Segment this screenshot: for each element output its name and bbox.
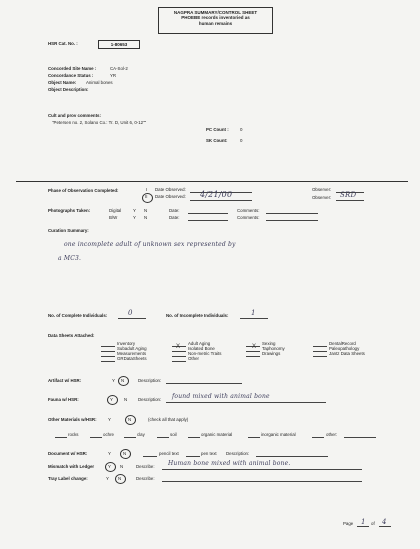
section-divider [16, 181, 408, 182]
ds-adult-aging: Adult Aging [188, 341, 211, 346]
om-ochre: ochre [103, 432, 114, 437]
ds-taphonomy-check: X [252, 344, 257, 350]
fauna-yes: Y [110, 397, 113, 402]
concorded-site-label: Concorded Site Name : [48, 66, 97, 71]
digital-date-label: Date: [169, 208, 180, 213]
ds-jantz-line [313, 356, 327, 357]
hsr-cat-label: HSR Cat. No. : [48, 41, 78, 46]
fauna-description-value: found mixed with animal bone [172, 393, 270, 400]
document-description-label: Description: [226, 451, 250, 456]
ds-subadult-aging: Subadult Aging [117, 346, 147, 351]
fauna-label: Fauna w/ HSR: [48, 397, 79, 402]
ds-measurements-line [101, 356, 115, 357]
cult-prov-label: Cult and prov comments: [48, 113, 101, 118]
incomplete-individuals-label: No. of Incomplete Individuals: [166, 313, 229, 318]
page-total-line [379, 526, 391, 527]
document-pencil-text: pencil text [159, 451, 179, 456]
ds-inventory-line [101, 346, 115, 347]
om-organic-line [188, 437, 200, 438]
artifact-description-label: Description: [138, 378, 162, 383]
ds-drawings: Drawings [262, 351, 281, 356]
artifact-description-line [166, 383, 242, 384]
om-other: other: [326, 432, 338, 437]
om-rocks-line [55, 437, 67, 438]
om-clay-line [124, 437, 136, 438]
object-description-label: Object Description: [48, 87, 89, 92]
observer-2-value: SRD [340, 191, 357, 199]
mismatch-yes: Y [108, 464, 111, 469]
om-organic: organic material [201, 432, 233, 437]
digital-comments-line [266, 213, 318, 214]
digital-comments-label: Comments: [237, 208, 260, 213]
mismatch-describe-line [162, 469, 362, 470]
other-materials-no: N [128, 417, 132, 422]
artifact-no: N [121, 378, 125, 383]
ds-paleopathology: Paleopathology [329, 346, 360, 351]
digital-date-line [188, 213, 228, 214]
document-no: N [123, 451, 127, 456]
incomplete-individuals-value: 1 [251, 309, 256, 317]
ds-measurements: Measurements [117, 351, 147, 356]
datasheets-label: Data Sheets Attached: [48, 333, 95, 338]
date-observed-2-label: Date Observed: [155, 194, 186, 199]
om-inorganic-line [248, 437, 260, 438]
page-number-line [357, 526, 369, 527]
sk-count-label: SK Count: [206, 138, 228, 143]
other-materials-label: Other Materials w/HSR: [48, 417, 97, 422]
pc-count-value: 0 [240, 127, 243, 132]
photographs-label: Photographs Taken: [48, 208, 91, 213]
document-pen-line [186, 456, 200, 457]
mismatch-describe-label: Describe: [136, 464, 155, 469]
page-label: Page [343, 521, 354, 526]
date-observed-1-label: Date Observed: [155, 187, 186, 192]
phase-2-circle [142, 193, 153, 203]
bw-yes: Y [133, 215, 136, 220]
om-soil-line [157, 437, 169, 438]
ds-taphonomy-line [246, 351, 260, 352]
curation-line-2: a MC3. [58, 255, 82, 262]
ds-isolated-bone: Isolated Bone [188, 346, 215, 351]
mismatch-no: N [120, 464, 124, 469]
digital-label: Digital [109, 208, 122, 213]
ds-taphonomy: Taphonomy [262, 346, 285, 351]
ds-inventory: Inventory [117, 341, 136, 346]
ds-other: Other [188, 356, 199, 361]
document-yes: Y [108, 451, 111, 456]
date-observed-2-value: 4/21/00 [200, 190, 233, 199]
fauna-description-line [166, 402, 326, 403]
om-ochre-line [90, 437, 102, 438]
observer-2-label: Observer: [312, 195, 332, 200]
complete-individuals-value: 0 [128, 309, 133, 317]
ds-dental-line [313, 346, 327, 347]
page-number: 1 [361, 518, 366, 526]
phase-label: Phase of Observation Completed: [48, 188, 119, 193]
curation-label: Curation Summary: [48, 228, 89, 233]
fauna-no: N [124, 397, 128, 402]
om-other-value-line [344, 437, 376, 438]
page-total: 4 [382, 518, 387, 526]
om-other-line [312, 437, 324, 438]
ds-grdatasheets-line [101, 361, 115, 362]
concordance-status-value: YR [110, 73, 117, 78]
om-clay: clay [137, 432, 145, 437]
title-line-1: NAGPRA SUMMARY/CONTROL SHEET [173, 10, 258, 15]
cult-prov-value: "Petersen no. 2, Solano Co.: Tr. D, Unit 6, 0-12"" [52, 120, 147, 125]
digital-no: N [144, 208, 148, 213]
bw-date-line [188, 220, 228, 221]
mismatch-describe-value: Human bone mixed with animal bone. [168, 460, 291, 467]
ds-isolated-bone-line [172, 351, 186, 352]
date-observed-2-line [190, 200, 252, 201]
bw-comments-label: Comments: [237, 215, 260, 220]
document-pencil-line [143, 456, 157, 457]
tray-label: Tray Label change: [48, 476, 88, 481]
sk-count-value: 0 [240, 138, 243, 143]
om-inorganic: inorganic material [261, 432, 296, 437]
ds-other-line [172, 361, 186, 362]
other-materials-check-all: (check all that apply) [148, 417, 189, 422]
concordance-status-label: Concordance Status : [48, 73, 94, 78]
artifact-yes: Y [112, 378, 115, 383]
document-description-line [256, 456, 328, 457]
om-rocks: rocks [68, 432, 79, 437]
ds-grdatasheets: GRDataSheets [117, 356, 147, 361]
ds-sexing: Sexing [262, 341, 276, 346]
ds-paleopathology-line [313, 351, 327, 352]
ds-nonmetric-line [172, 356, 186, 357]
observer-2-line [336, 200, 364, 201]
pc-count-label: PC Count : [206, 127, 229, 132]
hsr-cat-value: 1-80653 [98, 40, 140, 49]
incomplete-individuals-line [240, 318, 268, 319]
other-materials-yes: Y [108, 417, 111, 422]
ds-nonmetric-traits: Non-metric Traits [188, 351, 222, 356]
object-name-label: Object Name: [48, 80, 77, 85]
ds-isolated-bone-check: X [176, 344, 181, 350]
bw-comments-line [266, 220, 318, 221]
phase-2: II [145, 194, 148, 199]
ds-drawings-line [246, 356, 260, 357]
ds-jantz: Jantz Data Sheets [329, 351, 365, 356]
fauna-description-label: Description: [138, 397, 162, 402]
title-line-3: human remains [198, 20, 233, 26]
digital-yes: Y [133, 208, 136, 213]
of-label: of [371, 521, 375, 526]
title-line-2: PHOEBE records inventoried as [181, 15, 250, 21]
concorded-site-value: CA-Sol-2 [110, 66, 128, 71]
tray-yes: Y [106, 476, 109, 481]
tray-no: N [118, 476, 122, 481]
bw-label: B/W [109, 215, 118, 220]
title-box [158, 7, 273, 34]
artifact-label: Artifact w/ HSR: [48, 378, 82, 383]
tray-describe-label: Describe: [136, 476, 155, 481]
complete-individuals-line [118, 318, 146, 319]
ds-subadult-line [101, 351, 115, 352]
om-soil: soil [170, 432, 177, 437]
complete-individuals-label: No. of Complete Individuals: [48, 313, 108, 318]
tray-describe-line [162, 481, 362, 482]
observer-1-label: Observer: [312, 187, 332, 192]
object-name-value: Animal bones [86, 80, 113, 85]
bw-no: N [144, 215, 148, 220]
phase-1: I [146, 187, 148, 192]
bw-date-label: Date: [169, 215, 180, 220]
mismatch-label: Mismatch with Ledger [48, 464, 95, 469]
document-pen-text: pen text [201, 451, 217, 456]
ds-dental-record: DentalRecord [329, 341, 356, 346]
document-label: Document w/ HSR: [48, 451, 88, 456]
curation-line-1: one incomplete adult of unknown sex represented by [64, 241, 236, 248]
